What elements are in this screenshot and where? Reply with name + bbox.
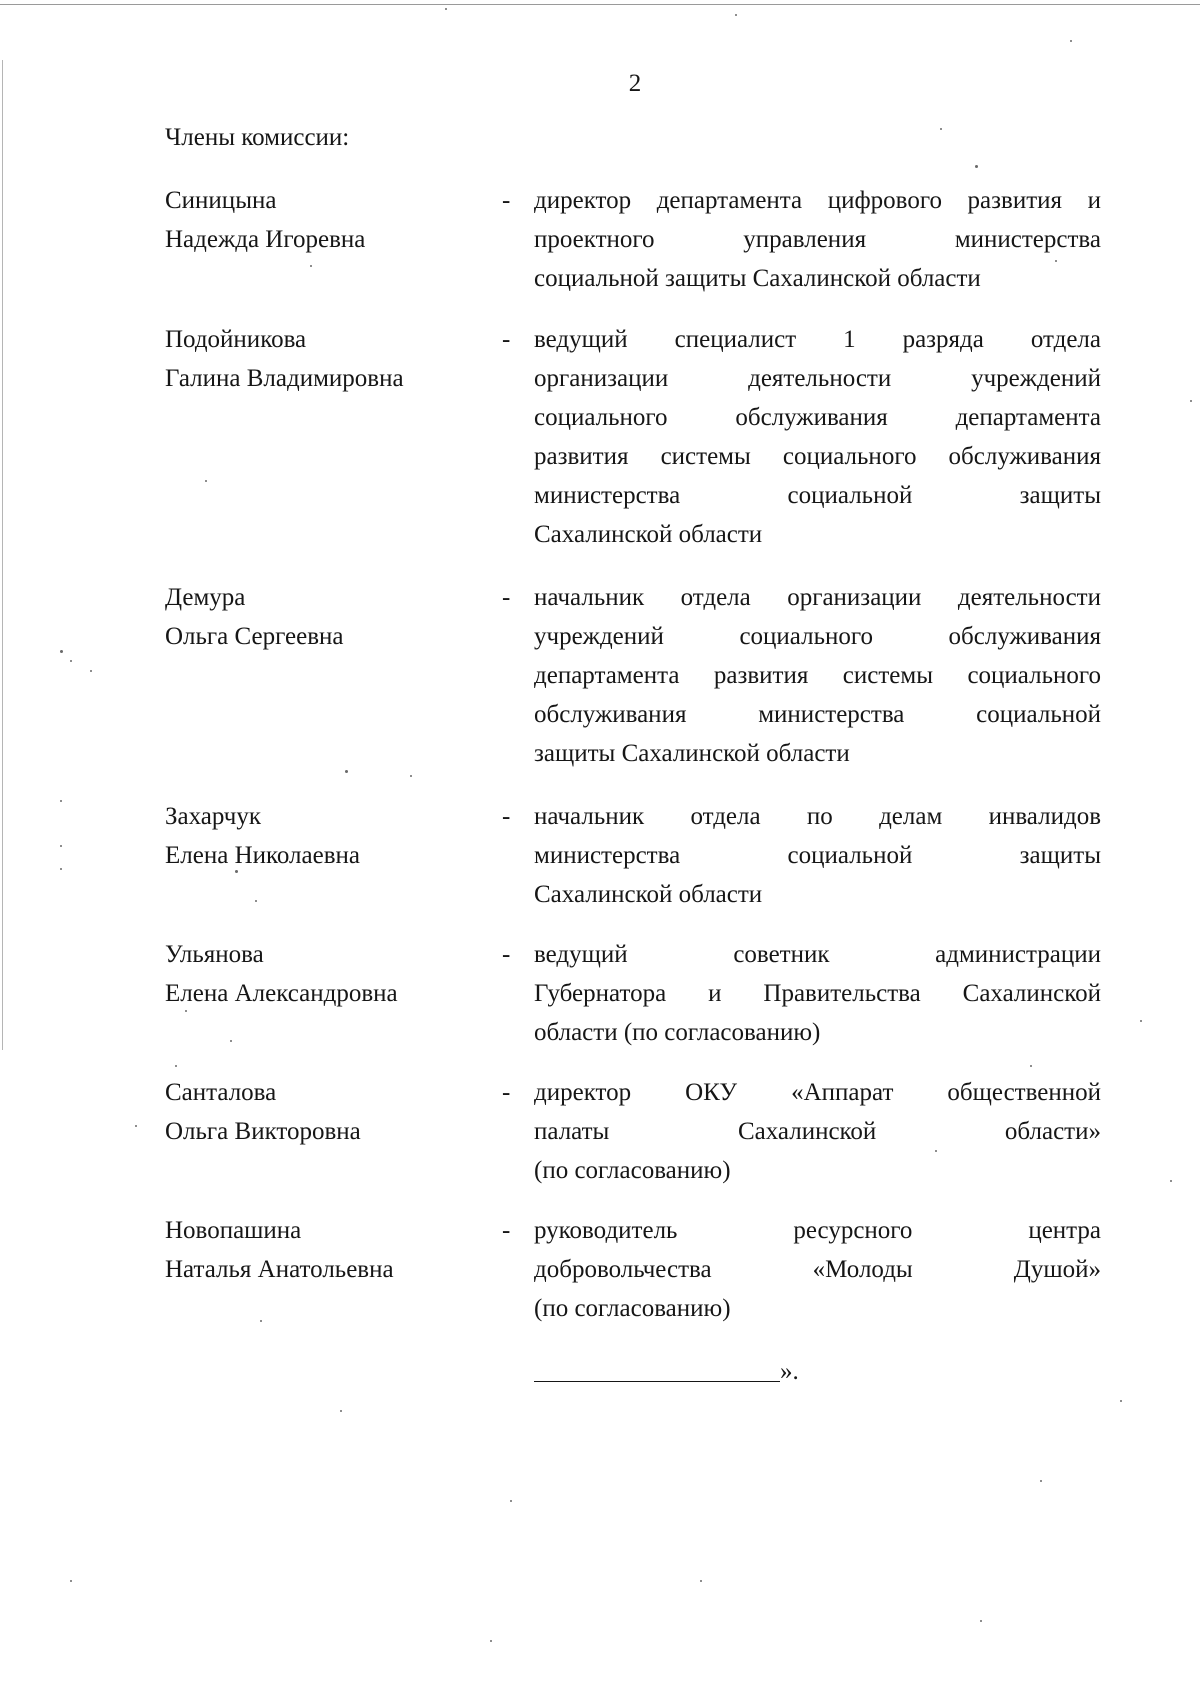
member-position <box>534 181 1101 298</box>
member-position-line: директор ОКУ «Аппарат общественной <box>534 1079 1101 1106</box>
scan-speck <box>975 165 978 168</box>
member-position-line: руководитель ресурсного центра <box>534 1217 1101 1244</box>
section-heading: Члены комиссии: <box>165 124 350 151</box>
member-name-line: Демура <box>165 584 246 611</box>
scan-speck <box>1140 1020 1142 1022</box>
member-name <box>165 935 495 1013</box>
scan-speck <box>1070 40 1072 42</box>
member-position-line: (по согласованию) <box>534 1157 731 1184</box>
member-dash: - <box>502 187 511 214</box>
member-name-line: Наталья Анатольевна <box>165 1256 394 1283</box>
scan-speck <box>60 800 62 802</box>
member-position-line: Сахалинской области <box>534 521 763 548</box>
scan-speck <box>980 1620 982 1622</box>
scan-speck <box>445 8 447 10</box>
member-position-line: директор департамента цифрового развития и <box>534 187 1101 214</box>
member-dash: - <box>502 941 511 968</box>
scan-speck <box>235 870 238 873</box>
scan-speck <box>1170 1180 1172 1182</box>
member-name <box>165 181 495 259</box>
member-name-line: Ольга Сергеевна <box>165 623 344 650</box>
scan-speck <box>490 1640 492 1642</box>
scan-speck <box>935 1150 937 1152</box>
member-position <box>534 320 1101 554</box>
member-name-line: Синицына <box>165 187 277 214</box>
scan-speck <box>135 1125 137 1127</box>
member-name <box>165 797 495 875</box>
member-position <box>534 1211 1101 1328</box>
scan-speck <box>345 770 348 773</box>
member-position-line: области (по согласованию) <box>534 1019 821 1046</box>
member-name <box>165 1073 495 1151</box>
closing-mark: ». <box>780 1358 799 1385</box>
left-scan-edge <box>2 60 3 1050</box>
member-position-line: ведущий специалист 1 разряда отдела <box>534 326 1101 353</box>
scan-speck <box>70 660 72 662</box>
member-dash: - <box>502 803 511 830</box>
scan-speck <box>60 650 63 653</box>
member-name-line: Ольга Викторовна <box>165 1118 361 1145</box>
scan-speck <box>410 775 412 777</box>
top-scan-edge <box>0 4 1200 5</box>
member-name <box>165 1211 495 1289</box>
scan-speck <box>90 670 92 672</box>
scan-speck <box>700 1580 702 1582</box>
member-name <box>165 320 495 398</box>
member-position-line: департамента развития системы социального <box>534 662 1101 689</box>
member-position-line: Сахалинской области <box>534 881 763 908</box>
member-name-line: Ульянова <box>165 941 264 968</box>
member-name-line: Галина Владимировна <box>165 365 404 392</box>
scan-speck <box>260 1320 262 1322</box>
scan-speck <box>1120 1400 1122 1402</box>
scan-speck <box>205 480 207 482</box>
member-position-line: Губернатора и Правительства Сахалинской <box>534 980 1101 1007</box>
member-name-line: Новопашина <box>165 1217 302 1244</box>
member-position-line: (по согласованию) <box>534 1295 731 1322</box>
member-name <box>165 578 495 656</box>
member-name-line: Надежда Игоревна <box>165 226 366 253</box>
scan-speck <box>310 265 312 267</box>
member-name-line: Санталова <box>165 1079 277 1106</box>
member-position-line: министерства социальной защиты <box>534 842 1101 869</box>
member-position-line: социальной защиты Сахалинской области <box>534 265 981 292</box>
member-position-line: обслуживания министерства социальной <box>534 701 1101 728</box>
page-number: 2 <box>628 70 642 97</box>
member-position <box>534 935 1101 1052</box>
member-position-line: начальник отдела по делам инвалидов <box>534 803 1101 830</box>
member-position <box>534 1073 1101 1190</box>
scan-speck <box>510 1500 512 1502</box>
signature-rule <box>534 1379 780 1382</box>
scan-speck <box>70 1580 72 1582</box>
scan-speck <box>255 900 257 902</box>
scan-speck <box>185 1010 187 1012</box>
member-name-line: Подойникова <box>165 326 307 353</box>
member-position <box>534 797 1101 914</box>
scan-speck <box>735 14 737 16</box>
member-position-line: защиты Сахалинской области <box>534 740 850 767</box>
member-name-line: Захарчук <box>165 803 261 830</box>
member-name-line: Елена Николаевна <box>165 842 360 869</box>
member-position <box>534 578 1101 773</box>
member-dash: - <box>502 1217 511 1244</box>
scan-speck <box>940 128 942 130</box>
member-position-line: организации деятельности учреждений <box>534 365 1101 392</box>
scan-speck <box>340 1410 342 1412</box>
scan-speck <box>1190 400 1192 402</box>
member-position-line: проектного управления министерства <box>534 226 1101 253</box>
scan-speck <box>230 1040 232 1042</box>
scan-speck <box>1040 1480 1042 1482</box>
member-position-line: палаты Сахалинской области» <box>534 1118 1101 1145</box>
member-position-line: учреждений социального обслуживания <box>534 623 1101 650</box>
member-position-line: добровольчества «Молоды Душой» <box>534 1256 1101 1283</box>
member-name-line: Елена Александровна <box>165 980 398 1007</box>
closing-line-block <box>534 1358 799 1386</box>
member-position-line: развития системы социального обслуживания <box>534 443 1101 470</box>
member-position-line: начальник отдела организации деятельности <box>534 584 1101 611</box>
scan-speck <box>1055 260 1057 262</box>
member-position-line: ведущий советник администрации <box>534 941 1101 968</box>
member-position-line: социального обслуживания департамента <box>534 404 1101 431</box>
member-position-line: министерства социальной защиты <box>534 482 1101 509</box>
member-dash: - <box>502 1079 511 1106</box>
scan-speck <box>60 845 62 847</box>
member-dash: - <box>502 584 511 611</box>
scan-speck <box>175 1065 177 1067</box>
member-dash: - <box>502 326 511 353</box>
scan-speck <box>60 868 62 870</box>
scan-speck <box>1030 1065 1032 1067</box>
